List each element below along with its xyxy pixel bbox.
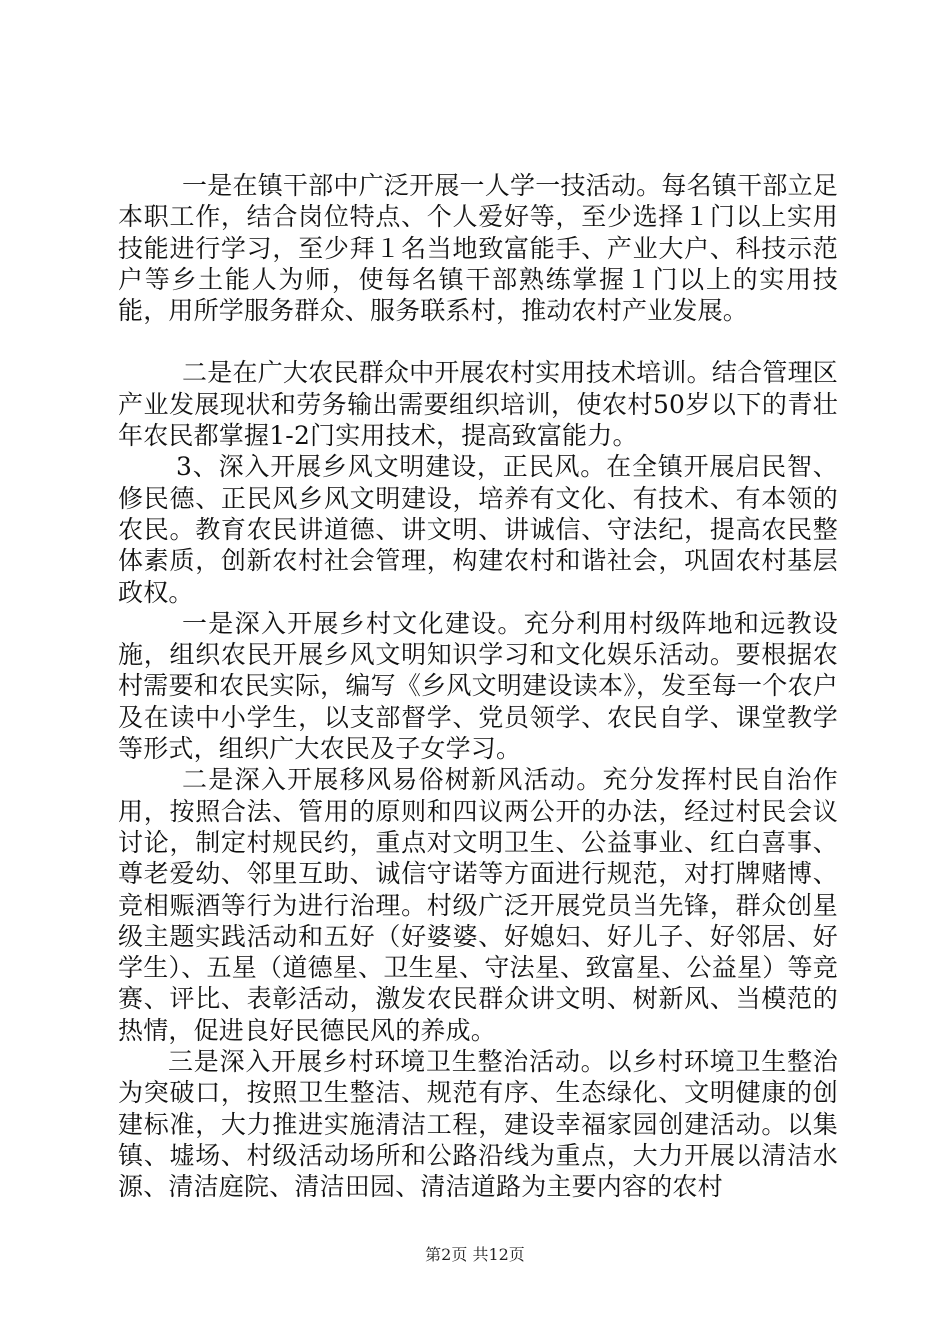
page-number-footer: 第2页 共12页: [425, 1245, 525, 1264]
paragraph-village-culture: 一是深入开展乡村文化建设。充分利用村级阵地和远教设施，组织农民开展乡风文明知识学习和文化娱乐活动。要根据农村需要和农民实际，编写《乡风文明建设读本》，发至每一个农户及在读中小学生，以支部督学、党员领学、农民自学、课堂教学等形式，组织广大农民及子女学习。: [118, 608, 838, 764]
paragraph-cadre-skills: 一是在镇干部中广泛开展一人学一技活动。每名镇干部立足本职工作，结合岗位特点、个人爱好等，至少选择１门以上实用技能进行学习，至少拜１名当地致富能手、产业大户、科技示范户等乡土能人为师，使每名镇干部熟练掌握１门以上的实用技能，用所学服务群众、服务联系村，推动农村产业发展。: [118, 171, 838, 326]
paragraph-customs-reform: 二是深入开展移风易俗树新风活动。充分发挥村民自治作用，按照合法、管用的原则和四议两公开的办法，经过村民会议讨论，制定村规民约，重点对文明卫生、公益事业、红白喜事、尊老爱幼、邻里互助、诚信守诺等方面进行规范，对打牌赌博、竞相赈酒等行为进行治理。村级广泛开展党员当先锋，群众创星级主题实践活动和五好（好婆婆、好媳妇、好儿子、好邻居、好学生）、五星（道德星、卫生星、守法星、致富星、公益星）等竞赛、评比、表彰活动，激发农民群众讲文明、树新风、当模范的热情，促进良好民德民风的养成。: [118, 765, 838, 1045]
document-body: [118, 170, 838, 1203]
paragraph-farmer-training: 二是在广大农民群众中开展农村实用技术培训。结合管理区产业发展现状和劳务输出需要组织培训，使农村50岁以下的青壮年农民都掌握1-2门实用技术，提高致富能力。: [118, 358, 838, 451]
paragraph-civilization-building: 3、深入开展乡风文明建设，正民风。在全镇开展启民智、修民德、正民风乡风文明建设，培养有文化、有技术、有本领的农民。教育农民讲道德、讲文明、讲诚信、守法纪，提高农民整体素质，创新农村社会管理，构建农村和谐社会，巩固农村基层政权。: [118, 452, 838, 607]
paragraph-environment-sanitation: 三是深入开展乡村环境卫生整治活动。以乡村环境卫生整治为突破口，按照卫生整洁、规范有序、生态绿化、文明健康的创建标准，大力推进实施清洁工程，建设幸福家园创建活动。以集镇、墟场、村级活动场所和公路沿线为重点，大力开展以清洁水源、清洁庭院、清洁田园、清洁道路为主要内容的农村: [118, 1047, 838, 1202]
